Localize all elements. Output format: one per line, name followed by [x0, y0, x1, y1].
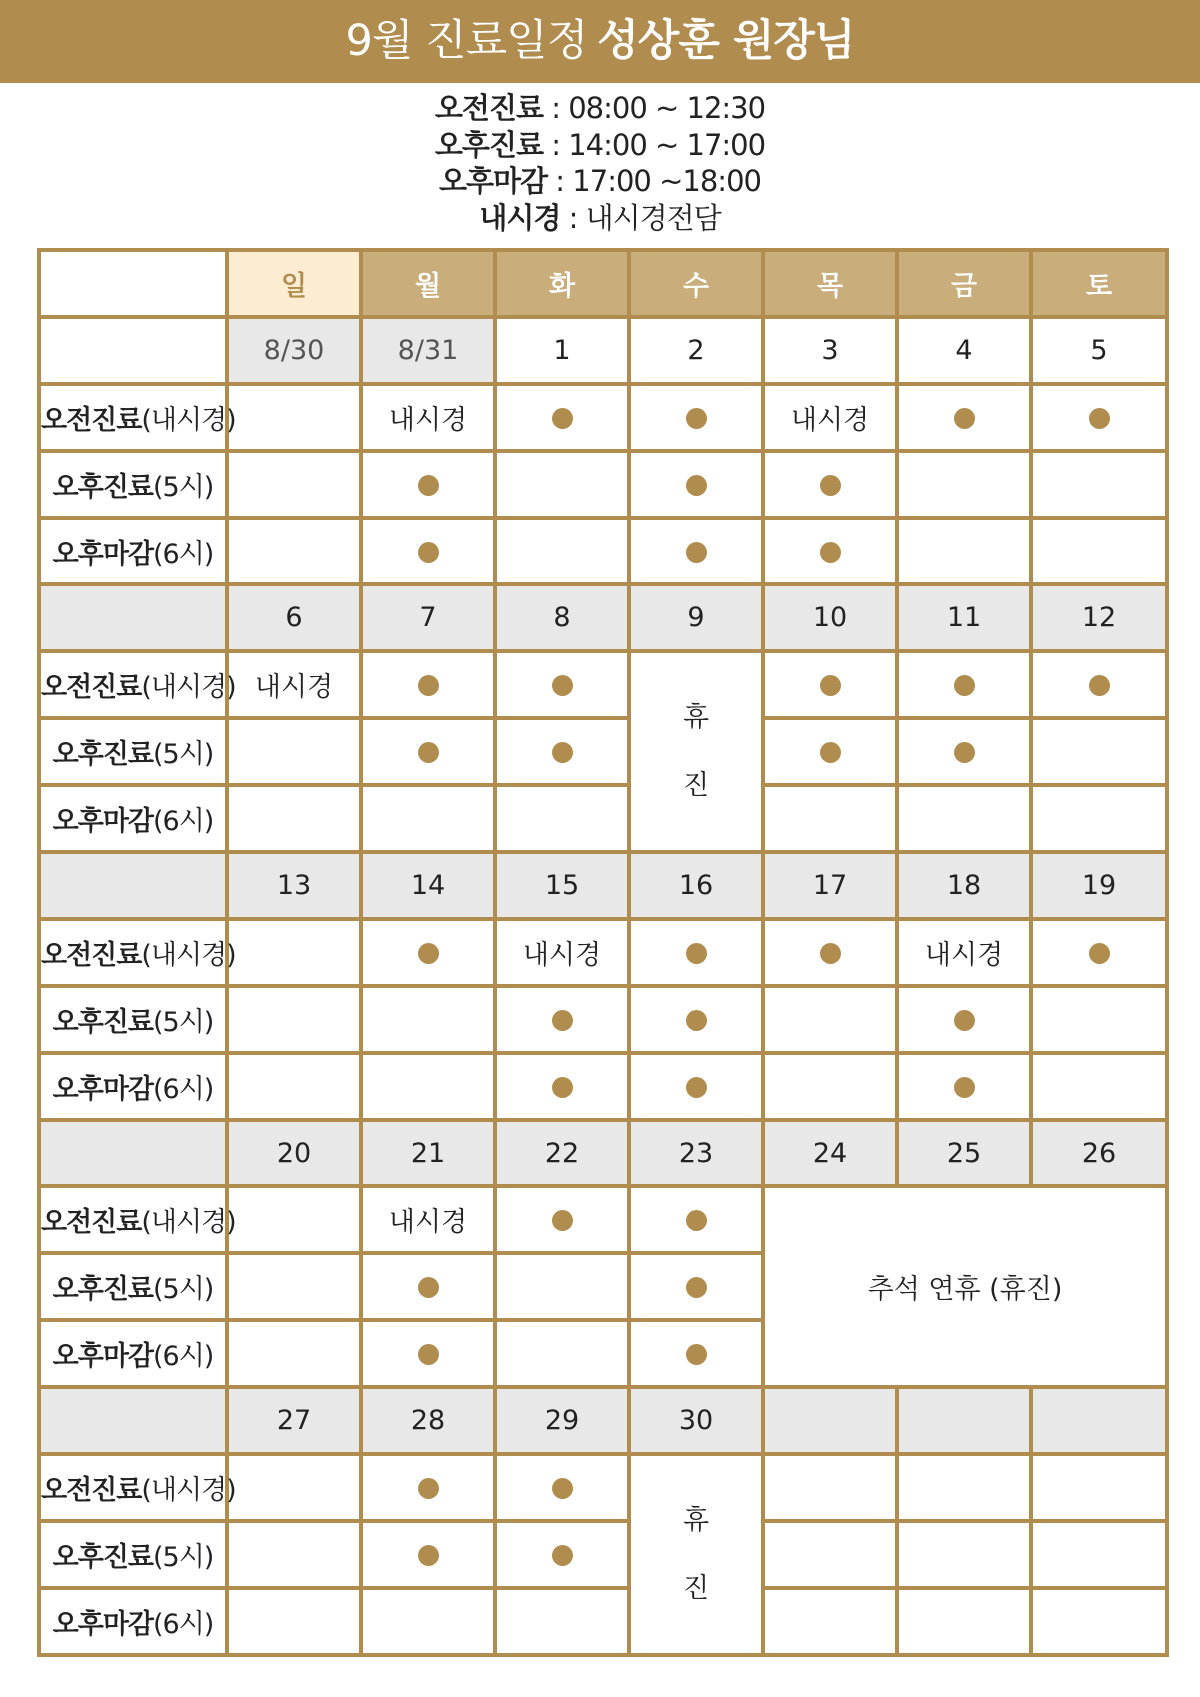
slot-cell [227, 986, 361, 1053]
date-cell: 14 [361, 852, 495, 919]
slot-cell [1031, 718, 1167, 785]
slot-cell [1031, 1053, 1167, 1120]
date-cell: 15 [495, 852, 629, 919]
open-dot-icon [820, 675, 841, 696]
close-row [39, 1053, 1167, 1120]
endoscopy-text: 내시경 [790, 404, 870, 436]
open-dot-icon [552, 408, 573, 429]
row-label-am: 오전진료(내시경) [39, 919, 227, 986]
hours-value: : 08:00 ~ 12:30 [542, 91, 766, 125]
slot-cell [361, 919, 495, 986]
hours-row-pm [0, 127, 1200, 164]
open-dot-icon [820, 475, 841, 496]
date-row-week2 [39, 584, 1167, 651]
open-dot-icon [1089, 675, 1110, 696]
slot-cell [897, 986, 1031, 1053]
slot-cell [897, 785, 1031, 852]
open-dot-icon [820, 742, 841, 763]
open-dot-icon [552, 742, 573, 763]
pm-row [39, 451, 1167, 518]
slot-cell [1031, 986, 1167, 1053]
slot-cell [361, 785, 495, 852]
slot-cell [227, 919, 361, 986]
open-dot-icon [418, 475, 439, 496]
open-dot-icon [552, 675, 573, 696]
date-cell: 29 [495, 1387, 629, 1454]
open-dot-icon [418, 675, 439, 696]
open-dot-icon [552, 1545, 573, 1566]
close-row [39, 1588, 1167, 1655]
date-cell: 8/31 [361, 317, 495, 384]
row-label-close: 오후마감(6시) [39, 1588, 227, 1655]
slot-cell [629, 384, 763, 451]
date-row-week3 [39, 852, 1167, 919]
slot-cell [629, 1320, 763, 1387]
endoscopy-text: 내시경 [388, 404, 468, 436]
row-label-am: 오전진료(내시경) [39, 1454, 227, 1521]
row-label-am: 오전진료(내시경) [39, 384, 227, 451]
slot-cell [361, 1588, 495, 1655]
date-cell: 12 [1031, 584, 1167, 651]
slot-cell [629, 1186, 763, 1253]
clinic-hours [0, 90, 1200, 236]
slot-cell [227, 518, 361, 585]
hours-value: : 14:00 ~ 17:00 [542, 127, 766, 162]
open-dot-icon [418, 1277, 439, 1298]
open-dot-icon [686, 943, 707, 964]
row-label-am: 오전진료(내시경) [39, 651, 227, 718]
slot-cell [629, 518, 763, 585]
slot-cell [763, 1588, 897, 1655]
date-cell: 2 [629, 317, 763, 384]
date-cell: 24 [763, 1120, 897, 1187]
slot-cell [1031, 384, 1167, 451]
date-cell: 13 [227, 852, 361, 919]
slot-cell [227, 1320, 361, 1387]
date-row-label [39, 584, 227, 651]
open-dot-icon [686, 542, 707, 563]
slot-cell [227, 718, 361, 785]
hours-label: 오후마감 [439, 164, 548, 198]
slot-cell [763, 1454, 897, 1521]
date-cell: 30 [629, 1387, 763, 1454]
open-dot-icon [686, 1344, 707, 1365]
closed-char: 진 [682, 769, 710, 801]
hours-value: : 내시경전담 [560, 200, 721, 235]
slot-cell [763, 518, 897, 585]
slot-cell [227, 1053, 361, 1120]
open-dot-icon [820, 943, 841, 964]
date-cell: 1 [495, 317, 629, 384]
slot-cell [227, 651, 361, 718]
slot-cell [763, 1053, 897, 1120]
hours-value: : 17:00 ~18:00 [547, 164, 761, 198]
date-cell: 8/30 [227, 317, 361, 384]
day-header-thu: 목 [763, 250, 897, 317]
hours-label: 오전진료 [434, 91, 543, 125]
slot-cell [361, 1186, 495, 1253]
slot-cell [897, 1454, 1031, 1521]
hours-label: 오후진료 [434, 127, 543, 162]
open-dot-icon [954, 1010, 975, 1031]
open-dot-icon [1089, 408, 1110, 429]
close-row [39, 518, 1167, 585]
slot-cell [227, 451, 361, 518]
slot-cell [495, 1521, 629, 1588]
open-dot-icon [686, 1210, 707, 1231]
date-cell: 6 [227, 584, 361, 651]
slot-cell [897, 518, 1031, 585]
slot-cell [1031, 451, 1167, 518]
day-header-wed: 수 [629, 250, 763, 317]
open-dot-icon [418, 943, 439, 964]
open-dot-icon [552, 1010, 573, 1031]
slot-cell [763, 785, 897, 852]
slot-cell [1031, 785, 1167, 852]
slot-cell [361, 451, 495, 518]
slot-cell [495, 1253, 629, 1320]
date-cell: 8 [495, 584, 629, 651]
slot-cell [629, 1053, 763, 1120]
open-dot-icon [686, 1010, 707, 1031]
date-row-week5 [39, 1387, 1167, 1454]
slot-cell [495, 785, 629, 852]
slot-cell [629, 986, 763, 1053]
slot-cell [897, 718, 1031, 785]
hours-label: 내시경 [479, 200, 561, 235]
date-cell: 27 [227, 1387, 361, 1454]
schedule-table [37, 248, 1169, 1657]
open-dot-icon [552, 1478, 573, 1499]
am-row [39, 651, 1167, 718]
closed-day-cell [629, 651, 763, 852]
open-dot-icon [820, 542, 841, 563]
endoscopy-text: 내시경 [522, 939, 602, 971]
open-dot-icon [418, 742, 439, 763]
slot-cell [1031, 1588, 1167, 1655]
corner-cell [39, 250, 227, 317]
date-cell [763, 1387, 897, 1454]
slot-cell [897, 919, 1031, 986]
open-dot-icon [418, 1344, 439, 1365]
slot-cell [897, 1053, 1031, 1120]
date-cell: 3 [763, 317, 897, 384]
date-row-week4 [39, 1120, 1167, 1187]
slot-cell [763, 384, 897, 451]
date-cell: 22 [495, 1120, 629, 1187]
slot-cell [227, 1186, 361, 1253]
slot-cell [763, 718, 897, 785]
slot-cell [495, 986, 629, 1053]
row-label-close: 오후마감(6시) [39, 518, 227, 585]
slot-cell [361, 518, 495, 585]
date-cell: 21 [361, 1120, 495, 1187]
closed-char: 진 [682, 1572, 710, 1604]
closed-char: 휴 [682, 1504, 710, 1536]
slot-cell [495, 1320, 629, 1387]
slot-cell [629, 919, 763, 986]
open-dot-icon [552, 1210, 573, 1231]
slot-cell [763, 451, 897, 518]
slot-cell [763, 919, 897, 986]
date-row-label [39, 852, 227, 919]
endoscopy-text: 내시경 [388, 1207, 468, 1239]
slot-cell [1031, 651, 1167, 718]
row-label-pm: 오후진료(5시) [39, 1253, 227, 1320]
day-header-sat: 토 [1031, 250, 1167, 317]
date-row-week1 [39, 317, 1167, 384]
open-dot-icon [954, 675, 975, 696]
slot-cell [897, 384, 1031, 451]
slot-cell [227, 1588, 361, 1655]
am-row [39, 919, 1167, 986]
slot-cell [227, 1253, 361, 1320]
open-dot-icon [954, 408, 975, 429]
date-cell: 23 [629, 1120, 763, 1187]
slot-cell [897, 451, 1031, 518]
date-cell: 7 [361, 584, 495, 651]
slot-cell [361, 986, 495, 1053]
slot-cell [361, 1053, 495, 1120]
day-header-sun: 일 [227, 250, 361, 317]
slot-cell [495, 451, 629, 518]
date-cell: 28 [361, 1387, 495, 1454]
open-dot-icon [954, 742, 975, 763]
date-cell: 18 [897, 852, 1031, 919]
row-label-close: 오후마감(6시) [39, 1320, 227, 1387]
slot-cell [361, 1521, 495, 1588]
date-cell: 9 [629, 584, 763, 651]
slot-cell [1031, 1454, 1167, 1521]
row-label-pm: 오후진료(5시) [39, 718, 227, 785]
holiday-cell [763, 1186, 1167, 1387]
slot-cell [897, 651, 1031, 718]
open-dot-icon [686, 475, 707, 496]
open-dot-icon [418, 542, 439, 563]
hours-row-close [0, 163, 1200, 200]
am-row [39, 1454, 1167, 1521]
slot-cell [1031, 919, 1167, 986]
pm-row [39, 718, 1167, 785]
am-row [39, 1186, 1167, 1253]
pm-row [39, 1521, 1167, 1588]
date-cell: 16 [629, 852, 763, 919]
date-cell: 20 [227, 1120, 361, 1187]
slot-cell [1031, 1521, 1167, 1588]
open-dot-icon [686, 1077, 707, 1098]
slot-cell [361, 1454, 495, 1521]
slot-cell [763, 651, 897, 718]
open-dot-icon [686, 1277, 707, 1298]
slot-cell [495, 1454, 629, 1521]
date-cell: 17 [763, 852, 897, 919]
date-cell: 11 [897, 584, 1031, 651]
close-row [39, 785, 1167, 852]
am-row [39, 384, 1167, 451]
open-dot-icon [954, 1077, 975, 1098]
holiday-text: 추석 연휴 (휴진) [867, 1274, 1063, 1306]
day-header-fri: 금 [897, 250, 1031, 317]
date-cell: 4 [897, 317, 1031, 384]
row-label-close: 오후마감(6시) [39, 785, 227, 852]
day-header-mon: 월 [361, 250, 495, 317]
slot-cell [897, 1521, 1031, 1588]
slot-cell [361, 718, 495, 785]
slot-cell [495, 518, 629, 585]
slot-cell [495, 651, 629, 718]
date-cell [1031, 1387, 1167, 1454]
row-label-pm: 오후진료(5시) [39, 1521, 227, 1588]
slot-cell [227, 785, 361, 852]
date-row-label [39, 317, 227, 384]
row-label-pm: 오후진료(5시) [39, 986, 227, 1053]
day-header-tue: 화 [495, 250, 629, 317]
date-cell: 19 [1031, 852, 1167, 919]
slot-cell [897, 1588, 1031, 1655]
date-row-label [39, 1387, 227, 1454]
slot-cell [1031, 518, 1167, 585]
date-cell [897, 1387, 1031, 1454]
page-title-bar [0, 0, 1200, 83]
closed-day-cell [629, 1454, 763, 1655]
slot-cell [227, 1454, 361, 1521]
hours-row-endoscopy [0, 200, 1200, 237]
slot-cell [629, 451, 763, 518]
slot-cell [361, 1253, 495, 1320]
open-dot-icon [1089, 943, 1110, 964]
slot-cell [763, 986, 897, 1053]
page-title-doctor: 성상훈 원장님 [597, 16, 855, 66]
slot-cell [495, 1053, 629, 1120]
hours-row-am [0, 90, 1200, 127]
date-cell: 10 [763, 584, 897, 651]
page-title-month: 9월 진료일정 [345, 16, 588, 66]
slot-cell [495, 1588, 629, 1655]
closed-char: 휴 [682, 701, 710, 733]
row-label-am: 오전진료(내시경) [39, 1186, 227, 1253]
pm-row [39, 986, 1167, 1053]
slot-cell [361, 1320, 495, 1387]
slot-cell [361, 651, 495, 718]
slot-cell [495, 919, 629, 986]
slot-cell [629, 1253, 763, 1320]
open-dot-icon [418, 1545, 439, 1566]
weekday-header-row [39, 250, 1167, 317]
date-row-label [39, 1120, 227, 1187]
slot-cell [763, 1521, 897, 1588]
row-label-pm: 오후진료(5시) [39, 451, 227, 518]
date-cell: 25 [897, 1120, 1031, 1187]
slot-cell [361, 384, 495, 451]
date-cell: 5 [1031, 317, 1167, 384]
slot-cell [495, 1186, 629, 1253]
endoscopy-text: 내시경 [924, 939, 1004, 971]
row-label-close: 오후마감(6시) [39, 1053, 227, 1120]
open-dot-icon [552, 1077, 573, 1098]
slot-cell [227, 1521, 361, 1588]
slot-cell [495, 718, 629, 785]
endoscopy-text: 내시경 [254, 672, 334, 704]
slot-cell [227, 384, 361, 451]
open-dot-icon [686, 408, 707, 429]
slot-cell [495, 384, 629, 451]
open-dot-icon [418, 1478, 439, 1499]
date-cell: 26 [1031, 1120, 1167, 1187]
